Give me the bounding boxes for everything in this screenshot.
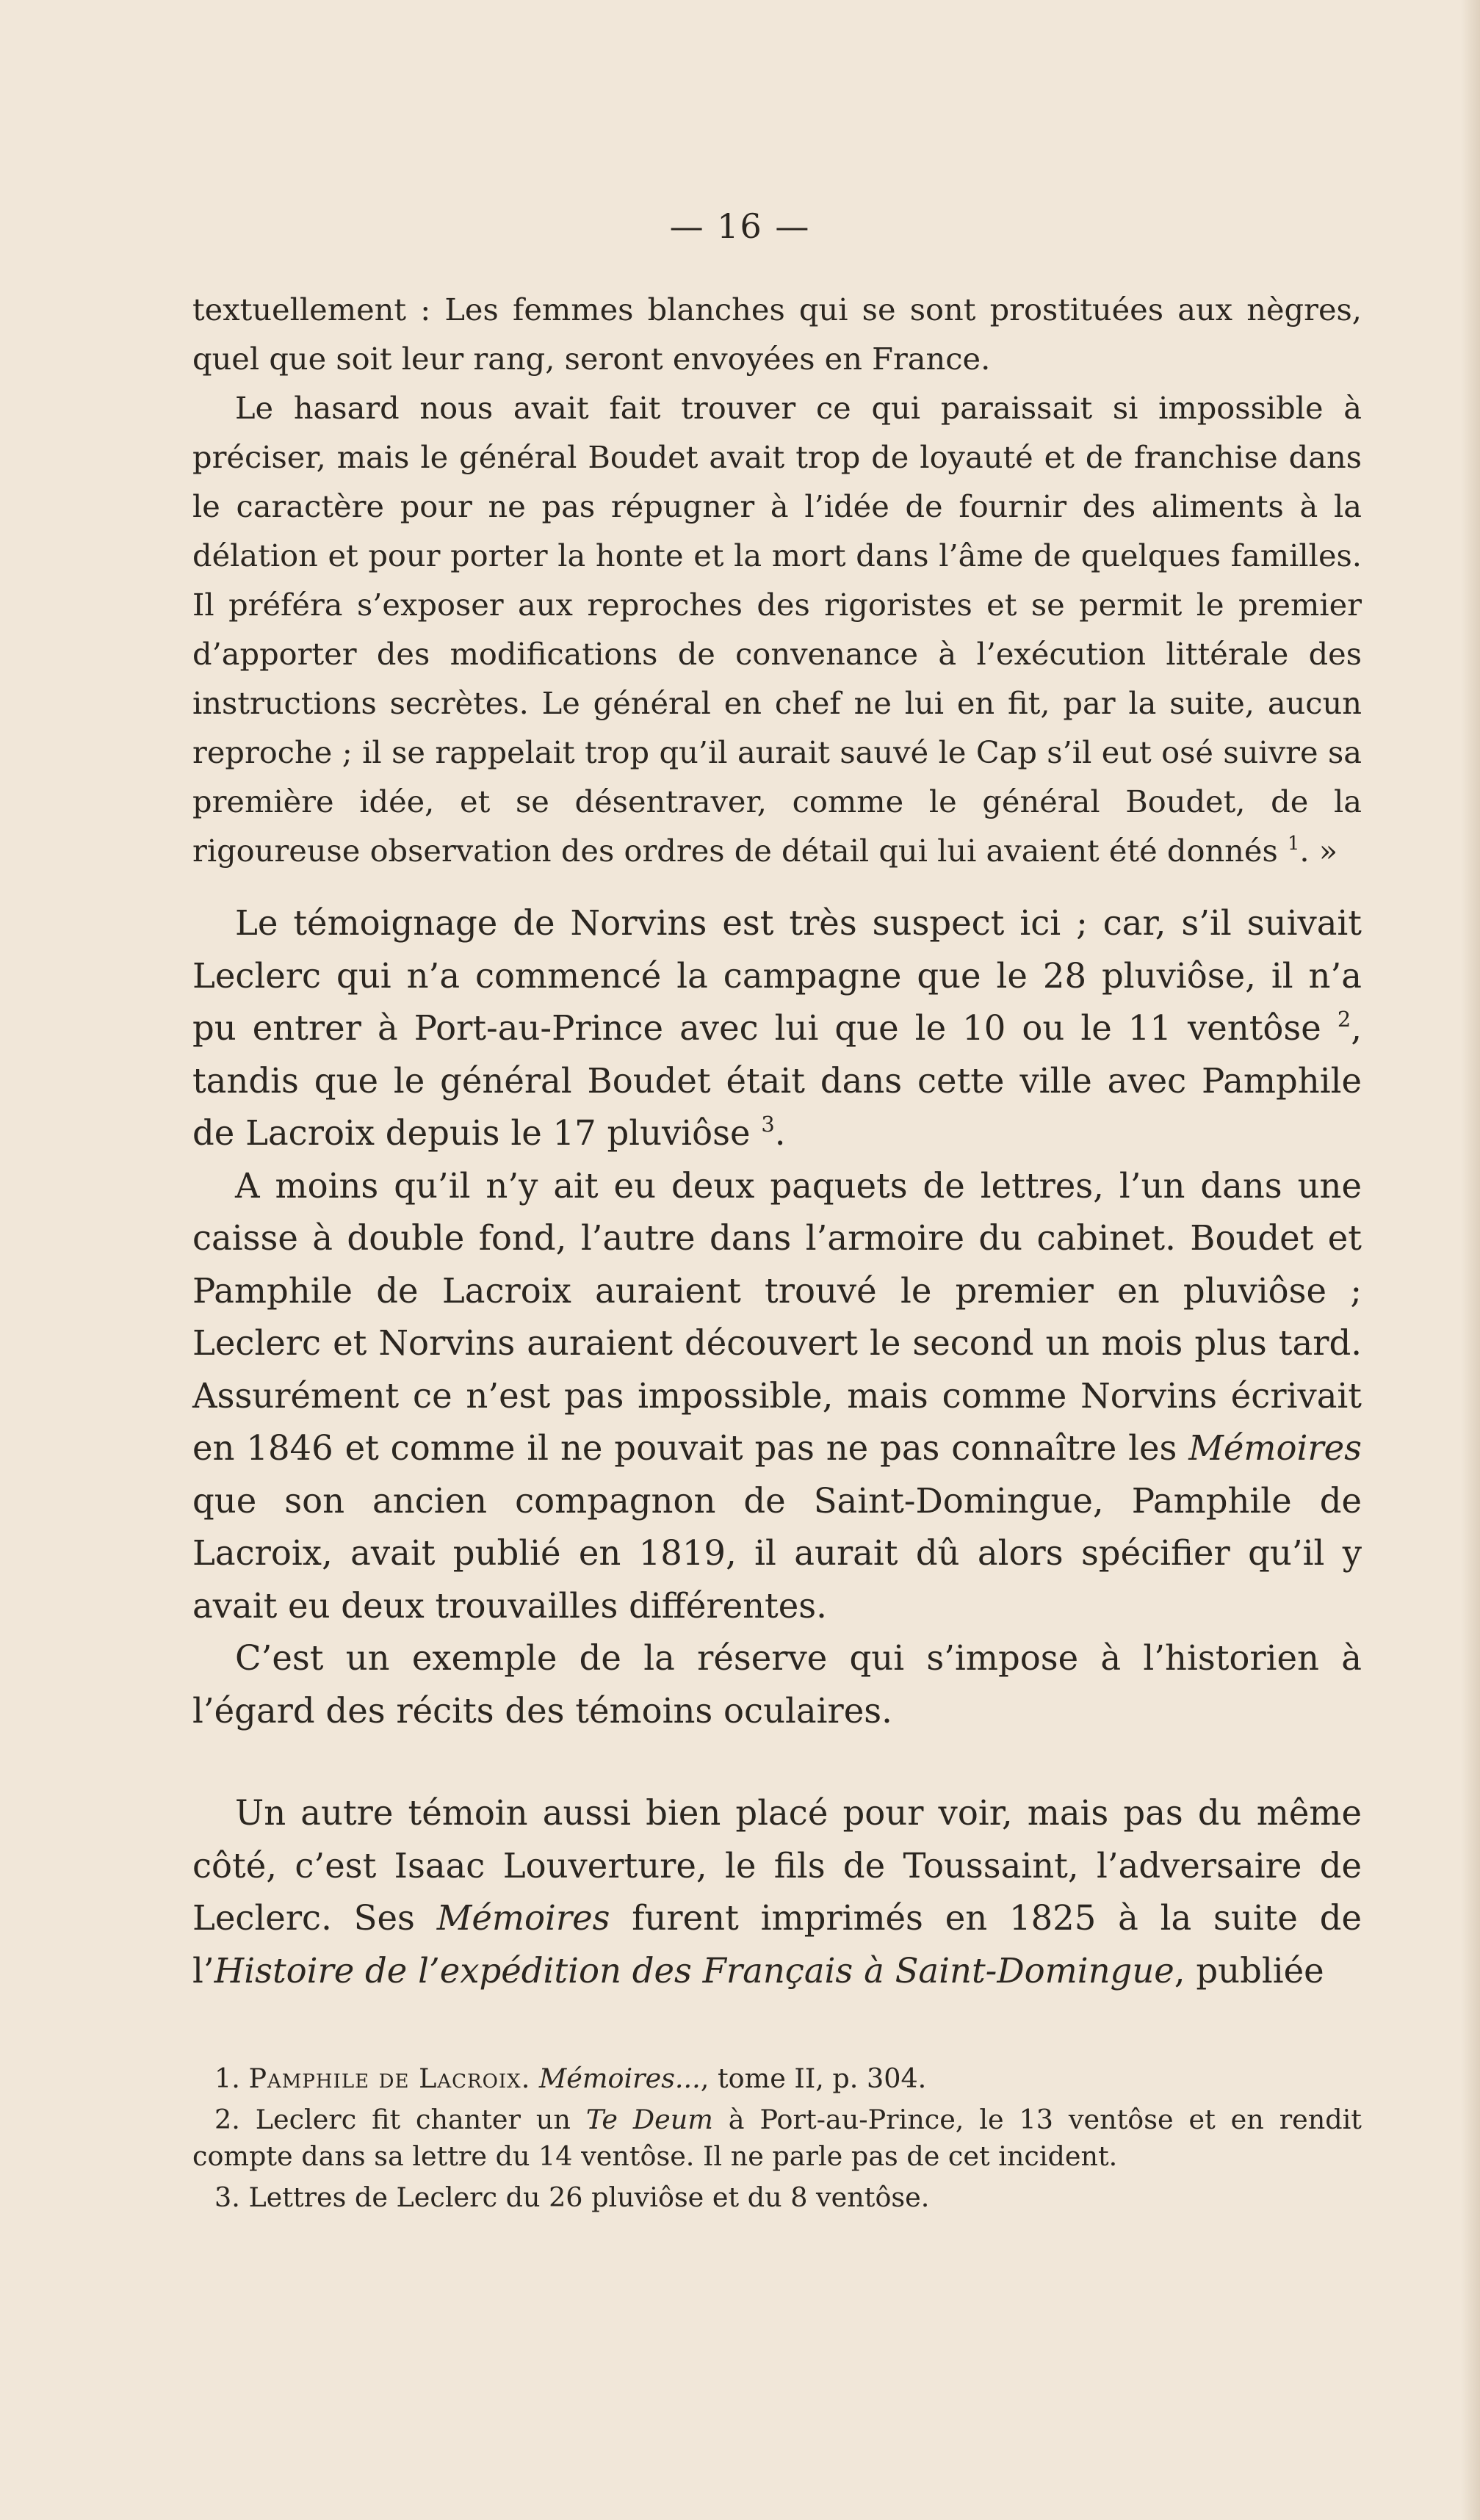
quote-paragraph-2-text: Le hasard nous avait fait trouver ce qui paraissait si impossible à préciser, mais le général Boudet avait trop de loyauté et de franchise dans le caractère pour ne pas répugner à l’idée de fournir des aliments à la délation et pour porter la honte et la mort dans l’âme de quelques familles. Il préféra s’exposer aux reproches des rigoristes et se permit le premier d’apporter des modifications de convenance à l’exécution littérale des instructions secrètes. Le général en chef ne lui en fit, par la suite, aucun reproche ; il se rappelait trop qu’il aurait sauvé le Cap s’il eut osé suivre sa première idée, et se désentraver, comme le général Boudet, de la rigoureuse observation des ordres de détail qui lui avaient été donnés [192,390,1362,869]
footnote-3-text: Lettres de Leclerc du 26 pluviôse et du 8 ventôse. [248,2182,930,2213]
quote-paragraph-1: textuellement : Les femmes blanches qui se sont prostituées aux nègres, quel que soit leur rang, seront envoyées en France. [192,292,1362,377]
main-paragraph-4-text-c: , publiée [1174,1950,1324,1991]
footnote-2 [192,2101,1362,2175]
main-paragraph-4-text-b: furent imprimés en 1825 à la suite de l’ [192,1898,1362,1991]
footnote-1-title: Mémoires... [538,2063,701,2094]
footnote-2-number: 2. [214,2104,240,2135]
quote-paragraph-2-end: . » [1299,833,1338,869]
page-edge-shadow [1461,0,1480,2520]
main-paragraph-4 [192,1787,1362,1997]
footnote-3-number: 3. [214,2182,240,2213]
title-histoire-expedition: Histoire de l’expédition des Français à Saint-Domingue [214,1950,1174,1991]
main-paragraph-3: C’est un exemple de la réserve qui s’impose à l’historien à l’égard des récits des témoins oculaires. [192,1638,1362,1731]
footnote-2-text-b: à Port-au-Prince, le 13 ventôse et en rendit compte dans sa lettre du 14 ventôse. Il ne parle pas de cet incident. [192,2104,1362,2172]
footnote-3 [192,2179,1362,2216]
footnote-1-number: 1. [214,2063,240,2094]
main-paragraph-2-text-a: A moins qu’il n’y ait eu deux paquets de lettres, l’un dans une caisse à double fond, l’autre dans l’armoire du cabinet. Boudet et Pamphile de Lacroix auraient trouvé le premier en pluviôse ; Leclerc et Norvins auraient découvert le second un mois plus tard. Assurément ce n’est pas impossible, mais comme Norvins écrivait en 1846 et comme il ne pouvait pas ne pas connaître les [192,1165,1362,1468]
quoted-passage [192,285,1362,875]
title-memoires-2: Mémoires [436,1898,610,1938]
main-paragraph-4-text-a: Un autre témoin aussi bien placé pour voir, mais pas du même côté, c’est Isaac Louverture, le fils de Toussaint, l’adversaire de Leclerc. Ses [192,1793,1362,1938]
footnotes [192,2060,1362,2220]
footnote-1-author: Pamphile de Lacroix. [248,2063,531,2094]
main-text [192,897,1362,1997]
footnote-ref-1[interactable]: 1 [1287,833,1300,855]
footnote-2-title: Te Deum [585,2104,713,2135]
footnote-1 [192,2060,1362,2097]
footnote-ref-2[interactable]: 2 [1337,1007,1351,1032]
title-memoires: Mémoires [1188,1428,1362,1468]
main-paragraph-1-text-a: Le témoignage de Norvins est très suspect ici ; car, s’il suivait Leclerc qui n’a commencé la campagne que le 28 pluviôse, il n’a pu entrer à Port-au-Prince avec lui que le 10 ou le 11 ventôse [192,903,1362,1048]
main-paragraph-2-text-b: que son ancien compagnon de Saint-Domingue, Pamphile de Lacroix, avait publié en 1819, il aurait dû alors spécifier qu’il y avait eu deux trouvailles différentes. [192,1480,1362,1626]
footnote-2-text-a: Leclerc fit chanter un [255,2104,571,2135]
main-paragraph-1 [192,897,1362,1160]
quote-paragraph-2 [192,383,1362,875]
footnote-1-rest: , tome II, p. 304. [700,2063,927,2094]
main-paragraph-1-text-c: . [774,1113,786,1153]
main-paragraph-2 [192,1160,1362,1633]
main-paragraph-1-text-b: , tandis que le général Boudet était dans cette ville avec Pamphile de Lacroix depuis le 17 pluviôse [192,1008,1362,1153]
footnote-ref-3[interactable]: 3 [761,1112,775,1137]
page-number: — 16 — [669,206,811,246]
